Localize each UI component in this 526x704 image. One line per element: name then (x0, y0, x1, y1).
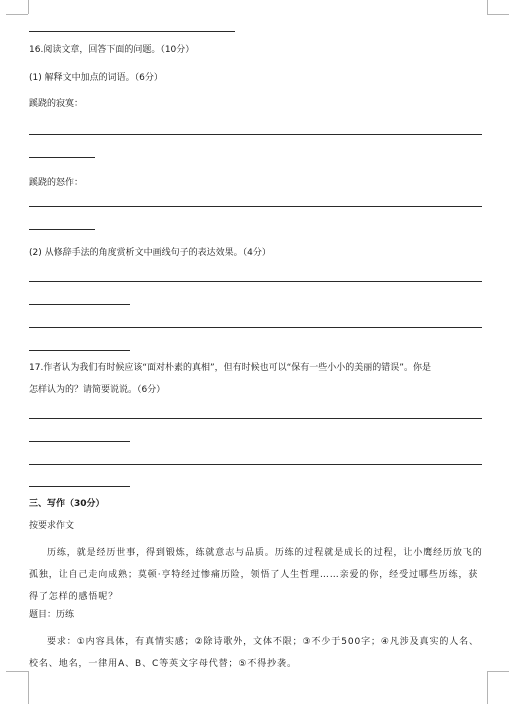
answer-line (29, 304, 130, 305)
q16-word1-label: 蹊跷的寂寞： (29, 99, 84, 109)
answer-line (29, 327, 482, 328)
crop-mark-top-right-h (487, 14, 509, 15)
answer-line (29, 134, 482, 135)
answer-line (29, 350, 130, 351)
crop-mark-bottom-right-v (487, 671, 488, 704)
section3-paragraph: 历练，就是经历世事，得到锻炼，练就意志与品质。历练的过程就是成长的过程，让小鹰经历放飞的孤独，让自己走向成熟；莫顿·亨特经过惨痛历险，领悟了人生哲理……亲爱的你，经受过哪些历练，获得了怎样的感悟呢？ (29, 548, 483, 602)
crop-mark-top-right (487, 0, 508, 14)
answer-line (29, 157, 95, 158)
answer-line (29, 464, 482, 465)
answer-line (29, 229, 95, 230)
q17-line1: 17.作者认为我们有时候应该“面对朴素的真相”，但有时候也可以“保有一些小小的美丽的错误”。你是 (29, 363, 431, 373)
crop-mark-top-left (6, 0, 29, 14)
section3-prompt: 题目：历练 (29, 610, 75, 620)
q17-line2: 怎样认为的？请简要说说。（6分） (29, 385, 166, 395)
crop-mark-bottom-right (487, 671, 509, 672)
section3-heading: 三、写作（30分） (29, 499, 105, 509)
crop-mark-top-left-h (6, 14, 28, 15)
section3-instruction: 按要求作文 (29, 521, 75, 531)
q16-word2-label: 蹊跷的怒作： (29, 178, 84, 188)
q16-part2-prompt: (2) 从修辞手法的角度赏析文中画线句子的表达效果。（4分） (29, 248, 271, 258)
crop-mark-bottom-left-v (28, 671, 29, 704)
answer-line (29, 486, 130, 487)
answer-line (29, 418, 482, 419)
answer-line (29, 206, 482, 207)
answer-line (29, 281, 482, 282)
crop-mark-bottom-left (6, 671, 28, 672)
answer-line-top (29, 31, 235, 32)
section3-requirements: 要求：①内容具体，有真情实感；②除诗歌外，文体不限；③不少于500字；④凡涉及真实的人名、校名、地名，一律用A、B、C等英文字母代替；⑤不得抄袭。 (29, 637, 479, 669)
answer-line (29, 441, 130, 442)
q16-part1-prompt: (1) 解释文中加点的词语。（6分） (29, 73, 163, 83)
q16-title: 16.阅读文章，回答下面的问题。（10分） (29, 45, 195, 55)
